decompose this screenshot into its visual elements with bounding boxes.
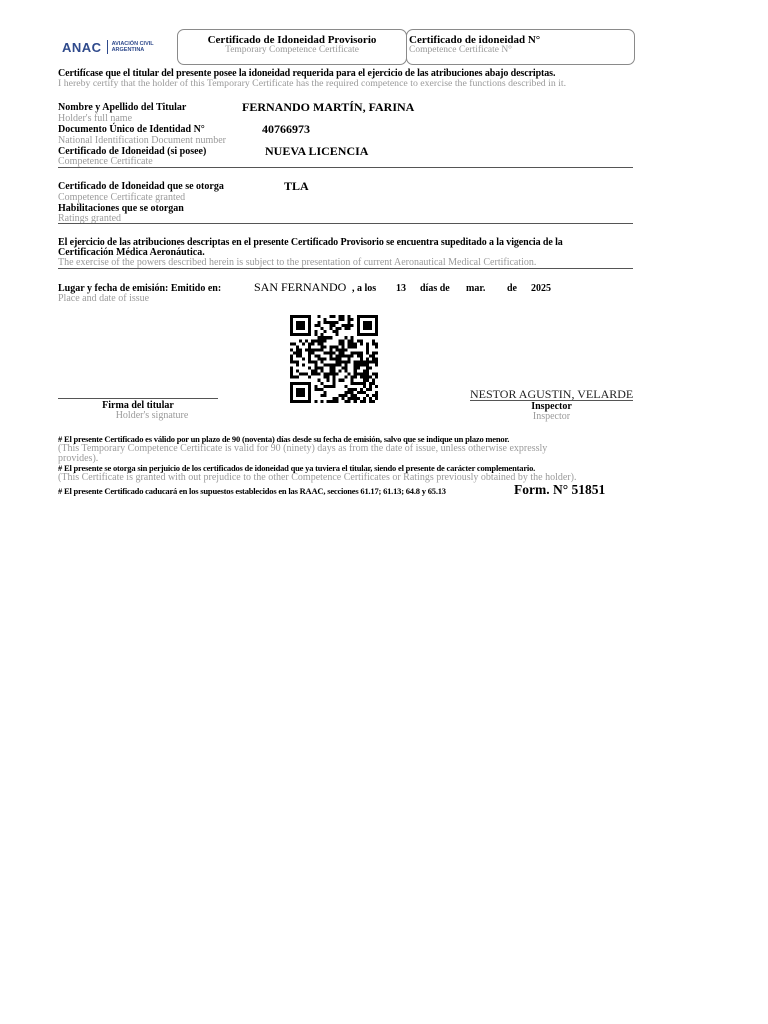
note-2-es: # El presente se otorga sin perjuicio de los certificados de idoneidad que ya tuviera el titular, siendo el presente de carácter complementario. <box>58 463 536 473</box>
note-1-es: # El presente Certificado es válido por un plazo de 90 (noventa) días desde su fecha de emisión, salvo que se indique un plazo menor. <box>58 434 510 444</box>
issue-place: SAN FERNANDO <box>254 280 347 294</box>
divider <box>58 167 633 168</box>
title-es: Certificado de Idoneidad Provisorio <box>207 34 377 46</box>
inspector-name: NESTOR AGUSTIN, VELARDE <box>470 387 634 401</box>
medical-es-line2: Certificación Médica Aeronáutica. <box>58 247 205 258</box>
cert-number-en: Competence Certificate N° <box>409 45 512 55</box>
issue-label: Lugar y fecha de emisión: Emitido en: <box>58 283 222 294</box>
issue-year: 2025 <box>531 283 551 294</box>
divider <box>58 268 633 269</box>
form-number: Form. N° 51851 <box>514 482 606 497</box>
holder-name-label-en: Holder's full name <box>58 113 133 124</box>
qr-code <box>290 315 378 403</box>
logo-sub-line1: AVIACIÓN CIVIL <box>111 41 154 47</box>
ratings-label-en: Ratings granted <box>58 213 122 224</box>
holder-signature-label-en: Holder's signature <box>115 410 189 421</box>
issue-day: 13 <box>396 283 406 294</box>
inspector-label-en: Inspector <box>532 411 571 422</box>
note-3-es: # El presente Certificado caducará en los supuestos establecidos en las RAAC, secciones 61.17; 61.13; 64.8 y 65.13 <box>58 486 446 496</box>
title-box <box>177 29 407 65</box>
ratings-label: Habilitaciones que se otorgan <box>58 203 184 214</box>
intro-en: I hereby certify that the holder of this Temporary Certificate has the required competence to exercise the functions described in it. <box>58 78 567 89</box>
anac-logo <box>62 38 154 56</box>
holder-name-value: FERNANDO MARTÍN, FARINA <box>242 100 415 114</box>
holder-signature-line <box>58 398 218 399</box>
medical-es-line1: El ejercicio de las atribuciones descriptas en el presente Certificado Provisorio se encuentra supeditado a la vigencia de la <box>58 237 563 248</box>
granted-cert-label: Certificado de Idoneidad que se otorga <box>58 181 224 192</box>
issue-a-los: , a los <box>352 283 377 294</box>
dni-label: Documento Único de Identidad N° <box>58 124 205 135</box>
holder-name-label: Nombre y Apellido del Titular <box>58 102 187 113</box>
granted-cert-label-en: Competence Certificate granted <box>58 192 186 203</box>
prev-cert-label: Certificado de Idoneidad (si posee) <box>58 146 207 157</box>
title-en: Temporary Competence Certificate <box>225 45 359 55</box>
issue-dias-de: días de <box>420 283 450 294</box>
inspector-label: Inspector <box>531 401 572 412</box>
note-2-en: (This Certificate is granted with out prejudice to the other Competence Certificates or Ratings previously obtained by the holder). <box>58 472 577 483</box>
medical-en: The exercise of the powers described herein is subject to the presentation of current Aeronautical Medical Certification. <box>58 257 537 268</box>
prev-cert-value: NUEVA LICENCIA <box>265 144 369 158</box>
intro-es: Certifícase que el titular del presente posee la idoneidad requerida para el ejercicio de las atribuciones abajo descriptas. <box>58 68 556 79</box>
issue-month: mar. <box>466 283 486 294</box>
cert-number-box <box>406 29 635 65</box>
dni-label-en: National Identification Document number <box>58 135 227 146</box>
logo-text: ANAC <box>62 39 102 55</box>
granted-cert-value: TLA <box>284 179 309 193</box>
issue-de: de <box>507 283 517 294</box>
logo-sub-line2: ARGENTINA <box>111 47 145 53</box>
note-1-en-line2: provides). <box>58 453 99 464</box>
divider <box>58 223 633 224</box>
cert-number-es: Certificado de idoneidad N° <box>409 34 541 46</box>
holder-signature-label: Firma del titular <box>102 400 174 411</box>
dni-value: 40766973 <box>262 122 310 136</box>
note-1-en-line1: (This Temporary Competence Certificate is valid for 90 (ninety) days as from the date of issue, unless otherwise expressly <box>58 443 548 454</box>
issue-label-en: Place and date of issue <box>58 293 150 304</box>
prev-cert-label-en: Competence Certificate <box>58 156 153 167</box>
